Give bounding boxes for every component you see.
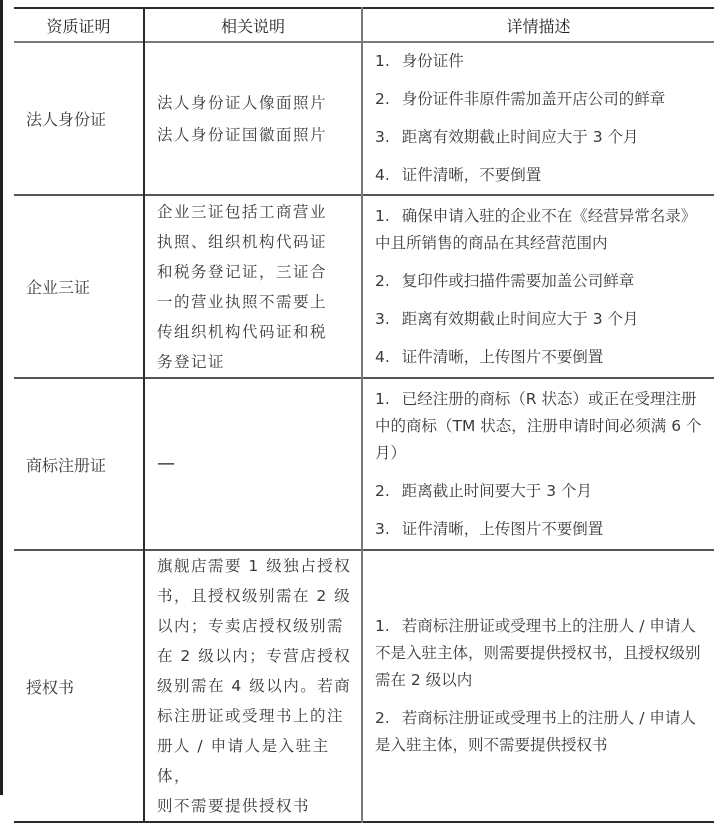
table-row: [14, 550, 714, 822]
explanation-cell: [144, 550, 362, 822]
explanation-line: 法人身份证国徽面照片: [157, 125, 328, 144]
details-cell: [362, 550, 714, 822]
header-explanation: 相关说明: [144, 8, 362, 42]
certificate-cell: 企业三证: [14, 195, 144, 378]
certificate-cell: 法人身份证: [14, 42, 144, 195]
table-row: [14, 378, 714, 550]
explanation-line: 册人 / 申请人是入驻主体，: [157, 737, 330, 785]
explanation-line: 法人身份证人像面照片: [157, 93, 328, 112]
explanation-line: 执照、组织机构代码证: [157, 232, 328, 251]
detail-item: 1. 确保申请入驻的企业不在《经营异常名录》中且所销售的商品在其经营范围内: [375, 206, 697, 252]
detail-item: 2. 若商标注册证或受理书上的注册人 / 申请人是入驻主体，则不需要提供授权书: [375, 709, 696, 754]
explanation-line: 一的营业执照不需要上: [157, 292, 328, 311]
table-row: [14, 195, 714, 378]
detail-item: 4. 证件清晰，不要倒置: [375, 166, 542, 184]
detail-item: 3. 距离有效期截止时间应大于 3 个月: [375, 309, 639, 328]
explanation-line: 旗舰店需要 1 级独占授权: [157, 557, 352, 575]
detail-item: 2. 身份证件非原件需加盖开店公司的鲜章: [375, 90, 666, 108]
page-left-border: [0, 0, 3, 795]
detail-item: 2. 复印件或扫描件需要加盖公司鲜章: [375, 271, 635, 290]
explanation-line: 传组织机构代码证和税: [157, 322, 328, 341]
details-cell: [362, 42, 714, 195]
explanation-line: 务登记证: [157, 352, 226, 371]
table-row: [14, 42, 714, 195]
explanation-line: 以内；专卖店授权级别需: [157, 617, 345, 635]
explanation-cell: [144, 42, 362, 195]
qualification-table: [14, 7, 714, 823]
explanation-cell: [144, 195, 362, 378]
detail-item: 3. 证件清晰，上传图片不要倒置: [375, 519, 604, 538]
detail-item: 1. 若商标注册证或受理书上的注册人 / 申请人不是入驻主体，则需要提供授权书，且授权级别需在 2 级以内: [375, 617, 701, 689]
explanation-line: 级别需在 4 级以内。若商: [157, 677, 352, 695]
explanation-line: 在 2 级以内；专营店授权: [157, 647, 352, 665]
details-cell: [362, 378, 714, 550]
detail-item: 1. 已经注册的商标（R 状态）或正在受理注册中的商标（TM 状态，注册申请时间必须满 6 个月）: [375, 389, 702, 462]
detail-item: 3. 距离有效期截止时间应大于 3 个月: [375, 128, 639, 146]
explanation-line: 企业三证包括工商营业: [157, 202, 328, 221]
empty-dash: —: [157, 453, 177, 474]
explanation-line: 标注册证或受理书上的注: [157, 707, 345, 725]
certificate-cell: 授权书: [14, 550, 144, 822]
header-row: [14, 8, 714, 42]
explanation-line: 和税务登记证，三证合: [157, 262, 328, 281]
table-header: [14, 8, 714, 42]
explanation-cell: [144, 378, 362, 550]
detail-item: 1. 身份证件: [375, 52, 464, 70]
explanation-line: 则不需要提供授权书: [157, 797, 311, 815]
details-cell: [362, 195, 714, 378]
explanation-line: 书，且授权级别需在 2 级: [157, 587, 352, 605]
detail-item: 4. 证件清晰，上传图片不要倒置: [375, 347, 604, 366]
detail-item: 2. 距离截止时间要大于 3 个月: [375, 481, 593, 500]
certificate-cell: 商标注册证: [14, 378, 144, 550]
header-certificate: 资质证明: [14, 8, 144, 42]
header-details: 详情描述: [506, 16, 571, 36]
